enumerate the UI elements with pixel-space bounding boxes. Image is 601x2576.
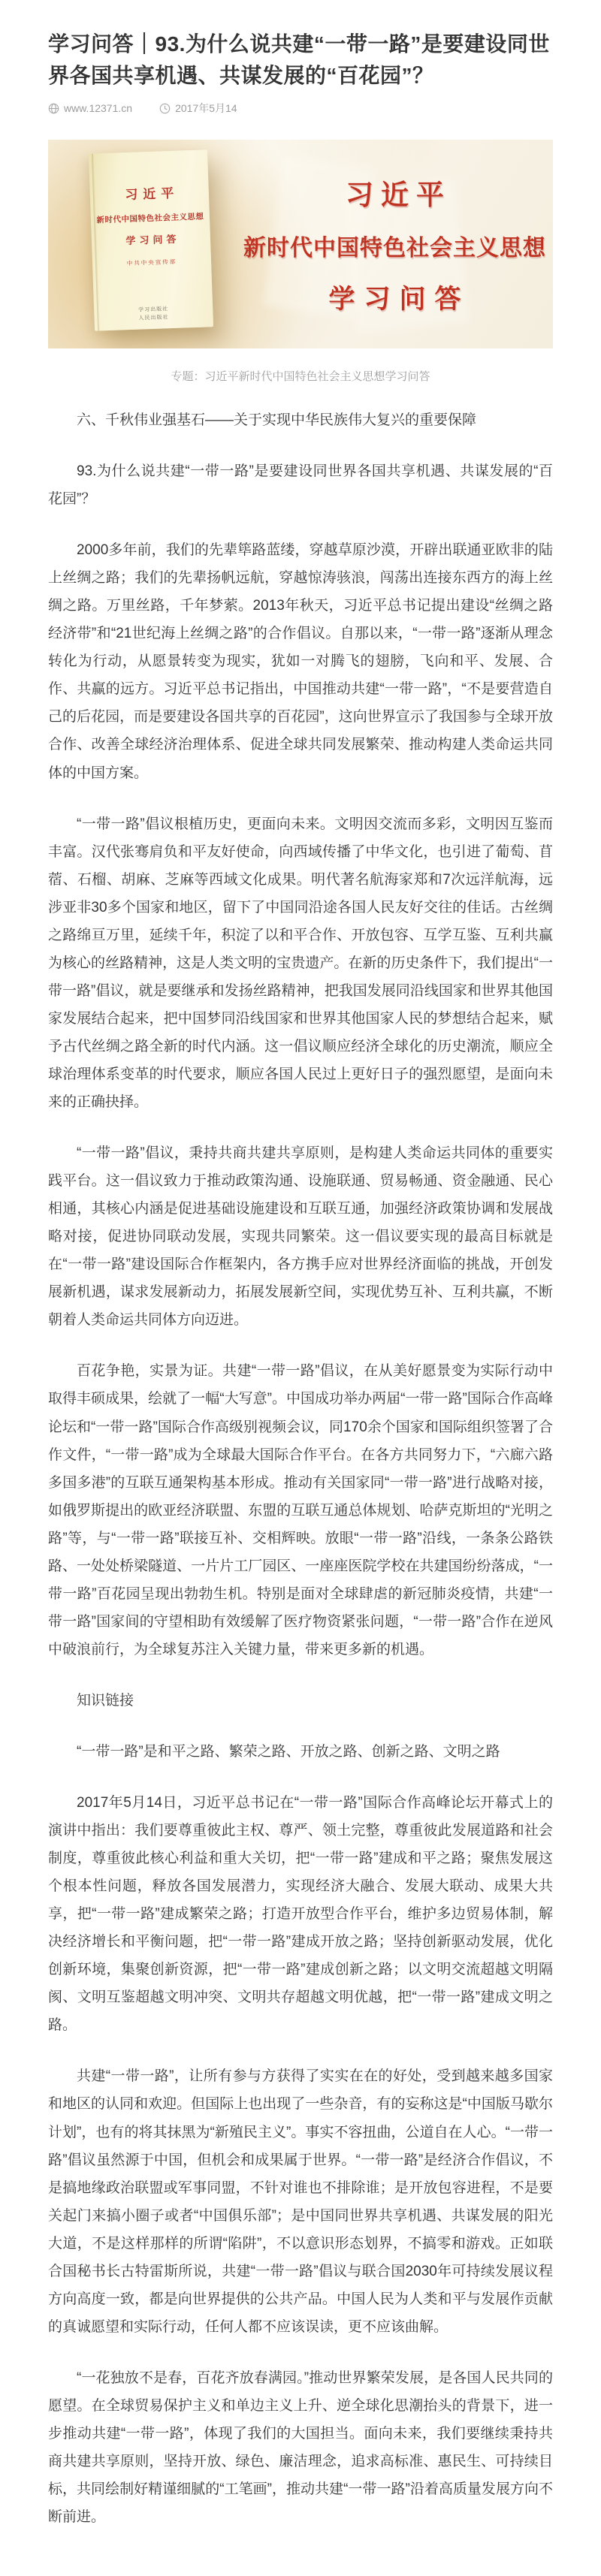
article-page (48, 0, 553, 2576)
headline-line2: 新时代中国特色社会主义思想 (243, 236, 546, 261)
paragraph: 2017年5月14日，习近平总书记在“一带一路”国际合作高峰论坛开幕式上的演讲中指出：我们要尊重彼此主权、尊严、领土完整，尊重彼此发展道路和社会制度，尊重彼此核心利益和重大关切，把“一带一路”建成和平之路；聚焦发展这个根本性问题，释放各国发展潜力，实现经济大融合、发展大联动、成果大共享，把“一带一路”建成繁荣之路；打造开放型合作平台，维护多边贸易体制，解决经济增长和平衡问题，把“一带一路”建成开放之路；坚持创新驱动发展，优化创新环境，集聚创新资源，把“一带一路”建成创新之路；以文明交流超越文明隔阂、文明互鉴超越文明冲突、文明共存超越文明优越，把“一带一路”建成文明之路。 (48, 1795, 553, 2034)
source-text: www.12371.cn (64, 102, 133, 114)
paragraph: 知识链接 (77, 1692, 134, 1709)
date-text: 2017年5月14 (175, 102, 237, 114)
page-title: 学习问答｜93.为什么说共建“一带一路”是要建设同世界各国共享机遇、共谋发展的“百花园”？ (48, 32, 550, 87)
headline-line1: 习近平 (346, 179, 452, 210)
book-title-line3: 学习问答 (125, 233, 180, 247)
paragraph: 六、千秋伟业强基石——关于实现中华民族伟大复兴的重要保障 (77, 412, 477, 428)
article-meta (48, 101, 553, 116)
globe-icon (48, 103, 59, 114)
book-publishers: 学习出版社 人民出版社 (138, 306, 169, 321)
hero-image (48, 140, 553, 348)
paragraph: “一花独放不是春，百花齐放春满园。”推动世界繁荣发展，是各国人民共同的愿望。在全球贸易保护主义和单边主义上升、逆全球化思潮抬头的背景下，进一步推动共建“一带一路”，体现了我们的大国担当。面向未来，我们要继续秉持共商共建共享原则，坚持开放、绿色、廉洁理念，追求高标准、惠民生、可持续目标，共同绘制好精谨细腻的“工笔画”，推动共建“一带一路”沿着高质量发展方向不断前进。 (48, 2369, 553, 2526)
headline-line3: 学习问答 (328, 285, 470, 314)
paragraph: 2000多年前，我们的先辈筚路蓝缕，穿越草原沙漠，开辟出联通亚欧非的陆上丝绸之路；我们的先辈扬帆远航，穿越惊涛骇浪，闯荡出连接东西方的海上丝绸之路。万里丝路，千年梦萦。2013年秋天，习近平总书记提出建设“丝绸之路经济带”和“21世纪海上丝绸之路”的合作倡议。自那以来，“一带一路”逐渐从理念转化为行动，从愿景转变为现实，犹如一对腾飞的翅膀，飞向和平、发展、合作、共赢的远方。习近平总书记指出，中国推动共建“一带一路”，“不是要营造自己的后花园，而是要建设各国共享的百花园”，这向世界宣示了我国参与全球开放合作、改善全球经济治理体系、促进全球共同发展繁荣、推动构建人类命运共同体的中国方案。 (48, 542, 553, 781)
source-item (48, 102, 132, 114)
paragraph: 百花争艳，实景为证。共建“一带一路”倡议，在从美好愿景变为实际行动中取得丰硕成果，绘就了一幅“大写意”。中国成功举办两届“一带一路”国际合作高峰论坛和“一带一路”国际合作高级别视频会议，同170余个国家和国际组织签署了合作文件，“一带一路”成为全球最大国际合作平台。在各方共同努力下，“六廊六路多国多港”的互联互通架构基本形成。推动有关国家同“一带一路”进行战略对接，如俄罗斯提出的欧亚经济联盟、东盟的互联互通总体规划、哈萨克斯坦的“光明之路”等，与“一带一路”联接互补、交相辉映。放眼“一带一路”沿线，一条条公路铁路、一处处桥梁隧道、一片片工厂园区、一座座医院学校在共建国纷纷落成，“一带一路”百花园呈现出勃勃生机。特别是面对全球肆虐的新冠肺炎疫情，共建“一带一路”国家间的守望相助有效缓解了医疗物资紧张问题，“一带一路”合作在逆风中破浪前行，为全球复苏注入关键力量，带来更多新的机遇。 (48, 1363, 553, 1658)
paragraph: “一带一路”倡议根植历史，更面向未来。文明因交流而多彩，文明因互鉴而丰富。汉代张骞肩负和平友好使命，向西域传播了中华文化，也引进了葡萄、苜蓿、石榴、胡麻、芝麻等西域文化成果。明代著名航海家郑和7次远洋航海，远涉亚非30多个国家和地区，留下了中国同沿途各国人民友好交往的佳话。古丝绸之路绵亘万里，延续千年，积淀了以和平合作、开放包容、互学互鉴、互利共赢为核心的丝路精神，这是人类文明的宝贵遗产。在新的历史条件下，我们提出“一带一路”倡议，就是要继承和发扬丝路精神，把我国发展同沿线国家和世界其他国家发展结合起来，把中国梦同沿线国家和世界其他国家人民的梦想结合起来，赋予古代丝绸之路全新的时代内涵。这一倡议顺应经济全球化的历史潮流，顺应全球治理体系变革的时代要求，顺应各国人民过上更好日子的强烈愿望，是面向未来的正确抉择。 (48, 816, 553, 1111)
article-body (48, 406, 553, 2531)
image-caption: 专题：习近平新时代中国特色社会主义思想学习问答 (171, 370, 430, 383)
book-title-line1: 习近平 (125, 186, 180, 203)
clock-icon (159, 103, 171, 114)
paragraph: “一带一路”是和平之路、繁荣之路、开放之路、创新之路、文明之路 (77, 1743, 500, 1760)
book-cover (89, 149, 213, 330)
headline-text (240, 140, 550, 348)
paragraph: 共建“一带一路”，让所有参与方获得了实实在在的好处，受到越来越多国家和地区的认同和欢迎。但国际上也出现了一些杂音，有的妄称这是“中国版马歇尔计划”，也有的将其抹黑为“新殖民主义”。事实不容扭曲，公道自在人心。“一带一路”倡议虽然源于中国，但机会和成果属于世界。“一带一路”是经济合作倡议，不是搞地缘政治联盟或军事同盟，不针对谁也不排除谁；是开放包容进程，不是要关起门来搞小圈子或者“中国俱乐部”；是中国同世界共享机遇、共谋发展的阳光大道，不是这样那样的所谓“陷阱”，不以意识形态划界，不搞零和游戏。正如联合国秘书长古特雷斯所说，共建“一带一路”倡议与联合国2030年可持续发展议程方向高度一致，都是向世界提供的公共产品。中国人民为人类和平与发展作贡献的真诚愿望和实际行动，任何人都不应该误读，更不应该曲解。 (48, 2068, 553, 2335)
paragraph: 93.为什么说共建“一带一路”是要建设同世界各国共享机遇、共谋发展的“百花园”？ (48, 463, 553, 508)
book-title-line2: 新时代中国特色社会主义思想 (96, 212, 204, 225)
book-author-line: 中共中央宣传部 (126, 258, 177, 267)
paragraph: “一带一路”倡议，秉持共商共建共享原则，是构建人类命运共同体的重要实践平台。这一倡议致力于推动政策沟通、设施联通、贸易畅通、资金融通、民心相通，其核心内涵是促进基础设施建设和互联互通，加强经济政策协调和发展战略对接，促进协同联动发展，实现共同繁荣。这一倡议要实现的最高目标就是在“一带一路”建设国际合作框架内，各方携手应对世界经济面临的挑战，开创发展新机遇，谋求发展新动力，拓展发展新空间，实现优势互补、互利共赢，不断朝着人类命运共同体方向迈进。 (48, 1145, 553, 1329)
date-item (159, 101, 237, 116)
